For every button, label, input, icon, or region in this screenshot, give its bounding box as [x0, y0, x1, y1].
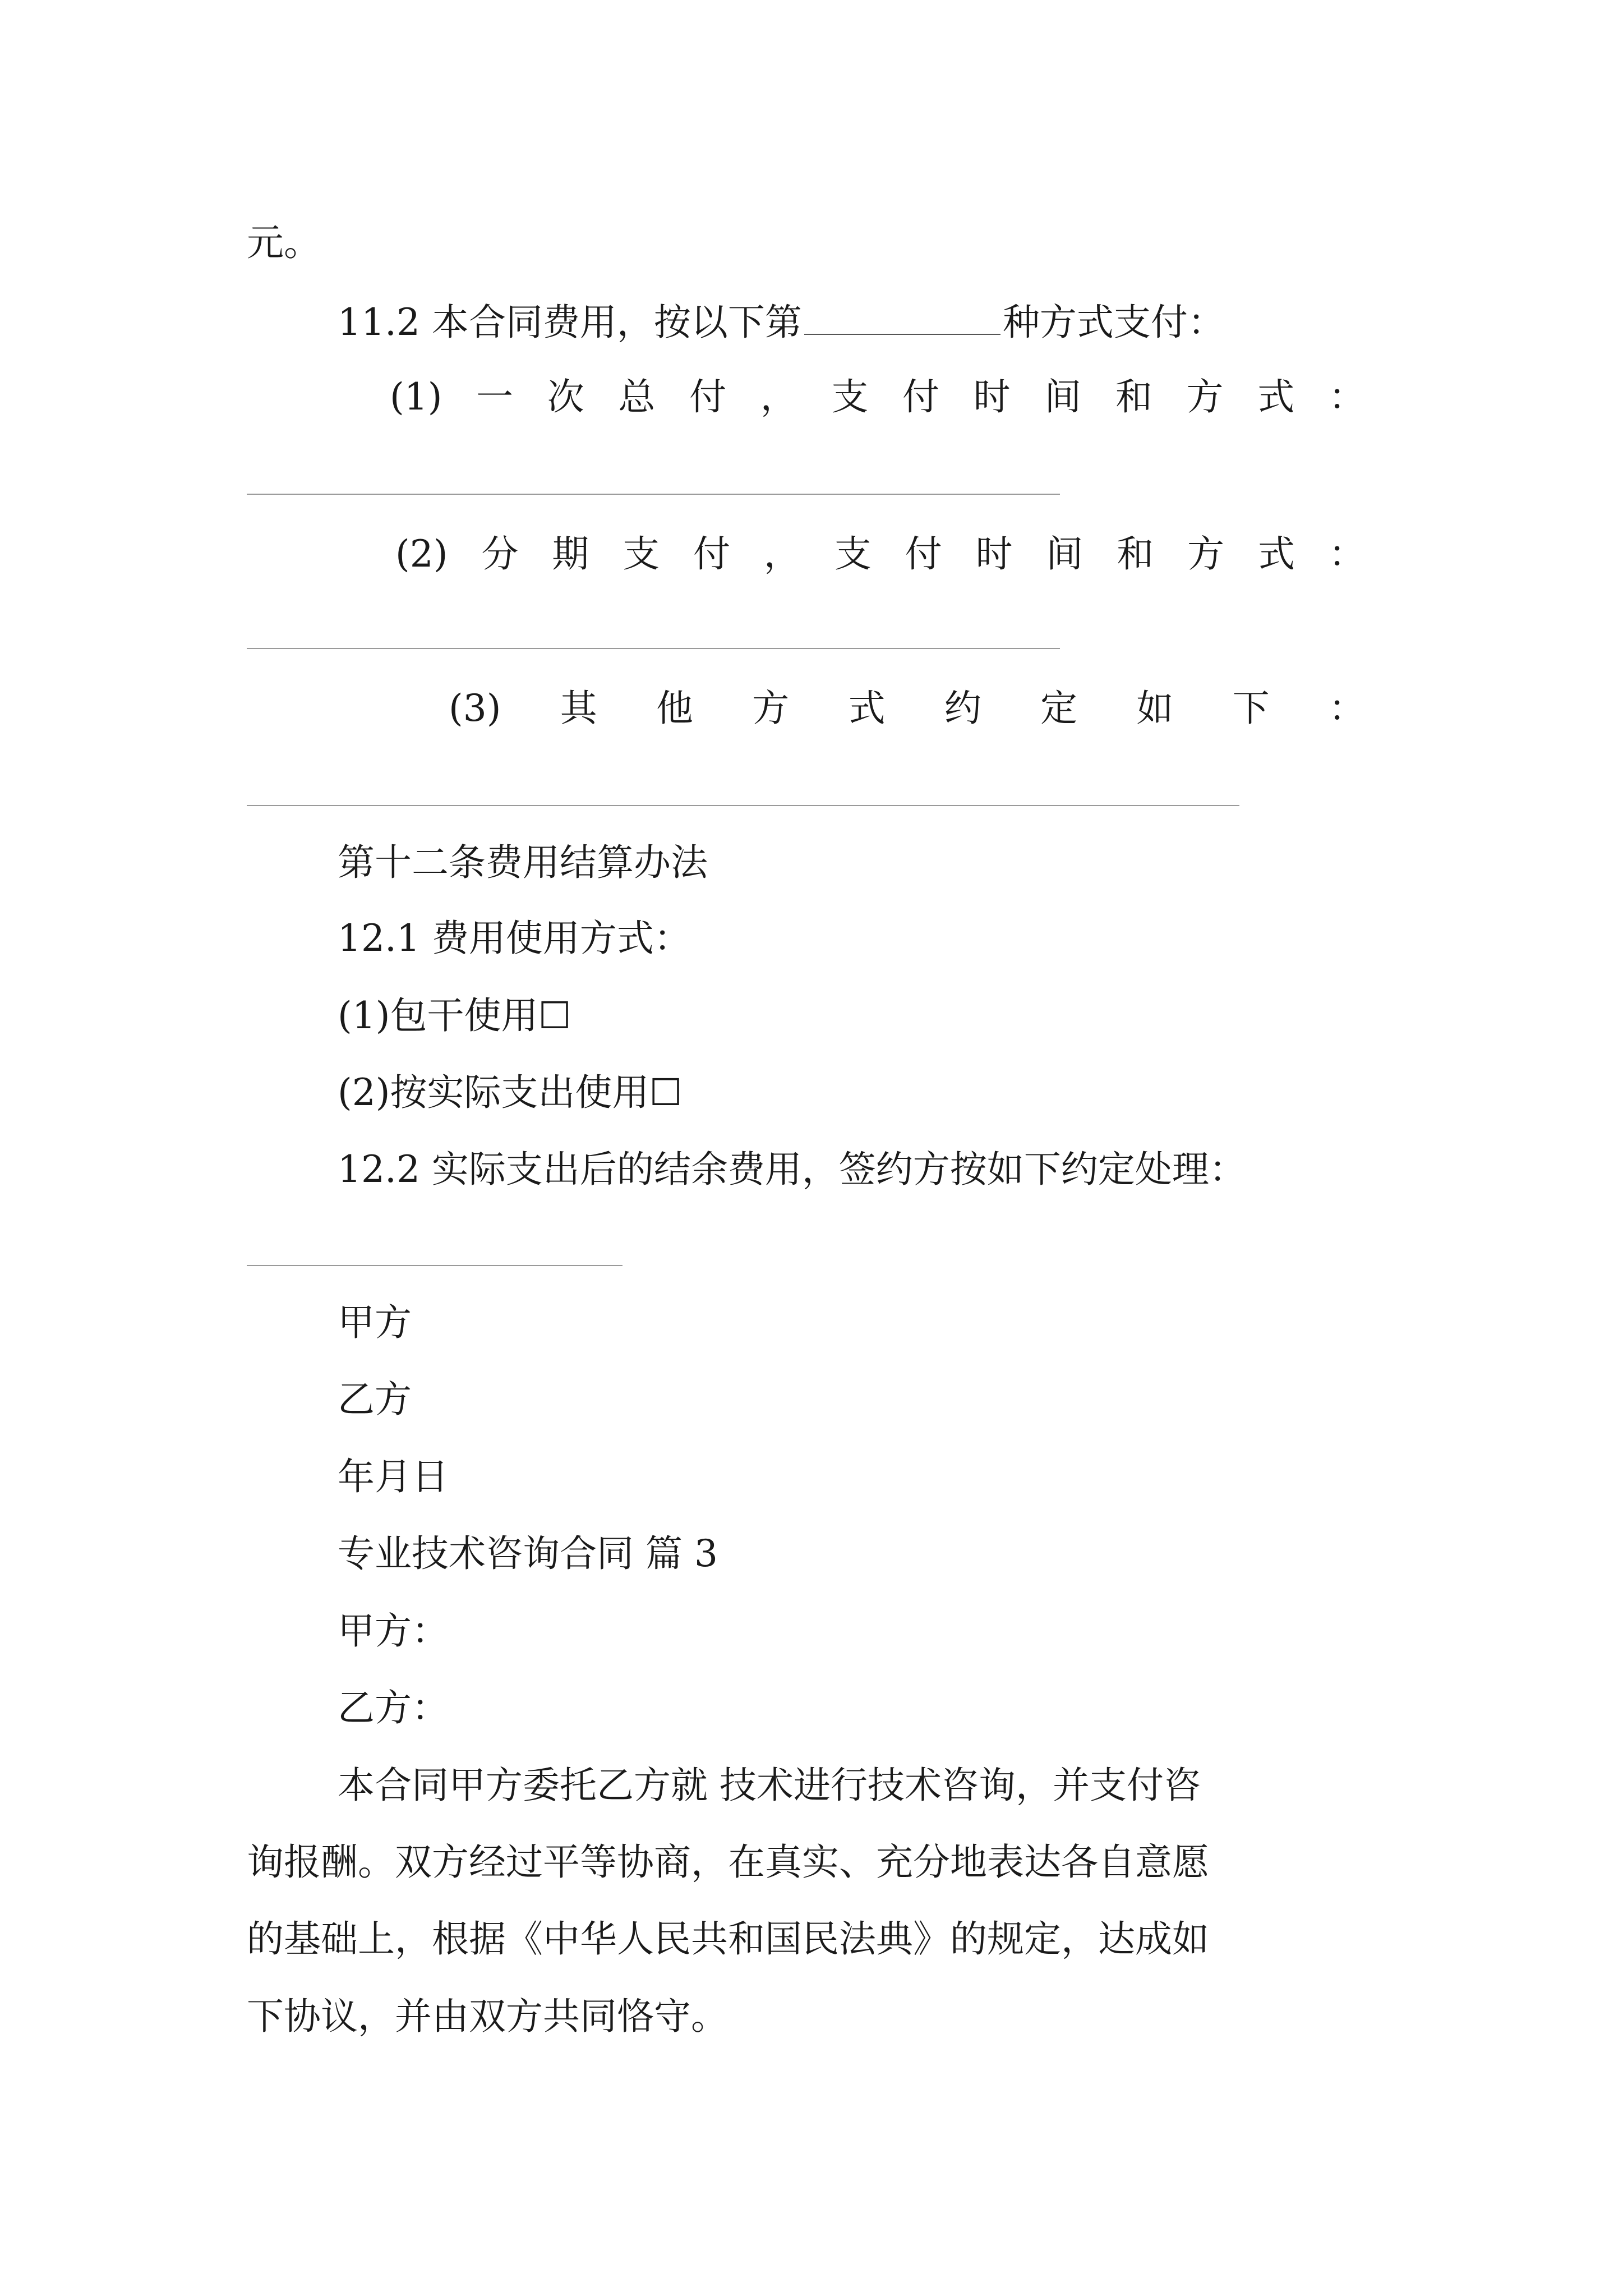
pay2-char: 间	[1046, 532, 1083, 576]
payment-method-blank	[804, 300, 1000, 335]
pay1-char: 时	[973, 375, 1011, 418]
fill-line-2	[247, 648, 1060, 649]
fill-line-1	[247, 494, 1060, 495]
pay3-char: ：	[1328, 687, 1366, 730]
pay2-char: (2)	[395, 532, 448, 576]
pay1-char: 付	[902, 375, 939, 418]
pay3-char: 下	[1232, 687, 1270, 730]
signature-date: 年月日	[338, 1455, 449, 1498]
pay1-char: ：	[1328, 375, 1366, 418]
pay1-char: 次	[547, 375, 584, 418]
payment-option-2	[395, 532, 1366, 576]
paragraph-line-4: 下协议，并由双方共同恪守。	[247, 1995, 728, 2038]
pay1-char: 付	[689, 375, 727, 418]
pay2-char: 支	[834, 532, 872, 576]
pay3-char: 其	[560, 687, 597, 730]
pay1-char: 一	[476, 375, 514, 418]
usage-option-2: (2)按实际支出使用☐	[338, 1071, 683, 1114]
pay3-char: 他	[656, 687, 694, 730]
contract-title-3: 专业技术咨询合同 篇 3	[338, 1532, 718, 1575]
pay1-char: 式	[1257, 375, 1295, 418]
pay3-char: 定	[1040, 687, 1078, 730]
pay2-char: 时	[975, 532, 1013, 576]
pay2-char: 支	[623, 532, 660, 576]
pay1-char: ，	[760, 375, 797, 418]
pay3-char: 约	[944, 687, 981, 730]
signature-party-a: 甲方	[338, 1301, 412, 1344]
payment-option-1	[390, 375, 1366, 418]
pay3-char: 如	[1136, 687, 1174, 730]
pay2-char: 付	[693, 532, 730, 576]
pay2-char: ，	[763, 532, 801, 576]
clause-11-2	[338, 300, 1225, 344]
signature-party-b: 乙方	[338, 1378, 412, 1421]
pay1-char: 间	[1044, 375, 1082, 418]
clause-12-2: 12.2 实际支出后的结余费用，签约方按如下约定处理：	[338, 1148, 1246, 1191]
pay1-char: 支	[831, 375, 869, 418]
pay3-char: (3)	[449, 687, 501, 730]
pay2-char: 式	[1258, 532, 1295, 576]
party-b-label: 乙方：	[338, 1686, 449, 1729]
pay2-char: 期	[552, 532, 589, 576]
pay1-char: 和	[1115, 375, 1152, 418]
payment-option-3	[449, 687, 1366, 730]
fill-line-4	[247, 1265, 623, 1266]
usage-option-1: (1)包干使用☐	[338, 994, 571, 1037]
party-a-label: 甲方：	[338, 1609, 449, 1653]
pay2-char: 分	[481, 532, 519, 576]
paragraph-line-3: 的基础上，根据《中华人民共和国民法典》的规定，达成如	[247, 1917, 1209, 1961]
clause-12-1: 12.1 费用使用方式：	[338, 917, 691, 960]
pay3-char: 式	[848, 687, 886, 730]
article-12-title: 第十二条费用结算办法	[338, 841, 708, 884]
clause-11-2-after: 种方式支付：	[1002, 301, 1225, 344]
fill-line-3	[247, 805, 1239, 806]
paragraph-line-1: 本合同甲方委托乙方就 技术进行技术咨询，并支付咨	[338, 1764, 1201, 1807]
pay2-char: 付	[905, 532, 942, 576]
pay2-char: 方	[1187, 532, 1225, 576]
pay2-char: 和	[1117, 532, 1154, 576]
pay3-char: 方	[752, 687, 790, 730]
text-line-yuan: 元。	[247, 221, 321, 264]
pay1-char: 总	[618, 375, 656, 418]
pay1-char: (1)	[390, 375, 442, 418]
pay1-char: 方	[1186, 375, 1224, 418]
pay2-char: ：	[1328, 532, 1366, 576]
paragraph-line-2: 询报酬。双方经过平等协商，在真实、充分地表达各自意愿	[247, 1841, 1209, 1884]
clause-11-2-before: 11.2 本合同费用，按以下第	[338, 301, 802, 344]
